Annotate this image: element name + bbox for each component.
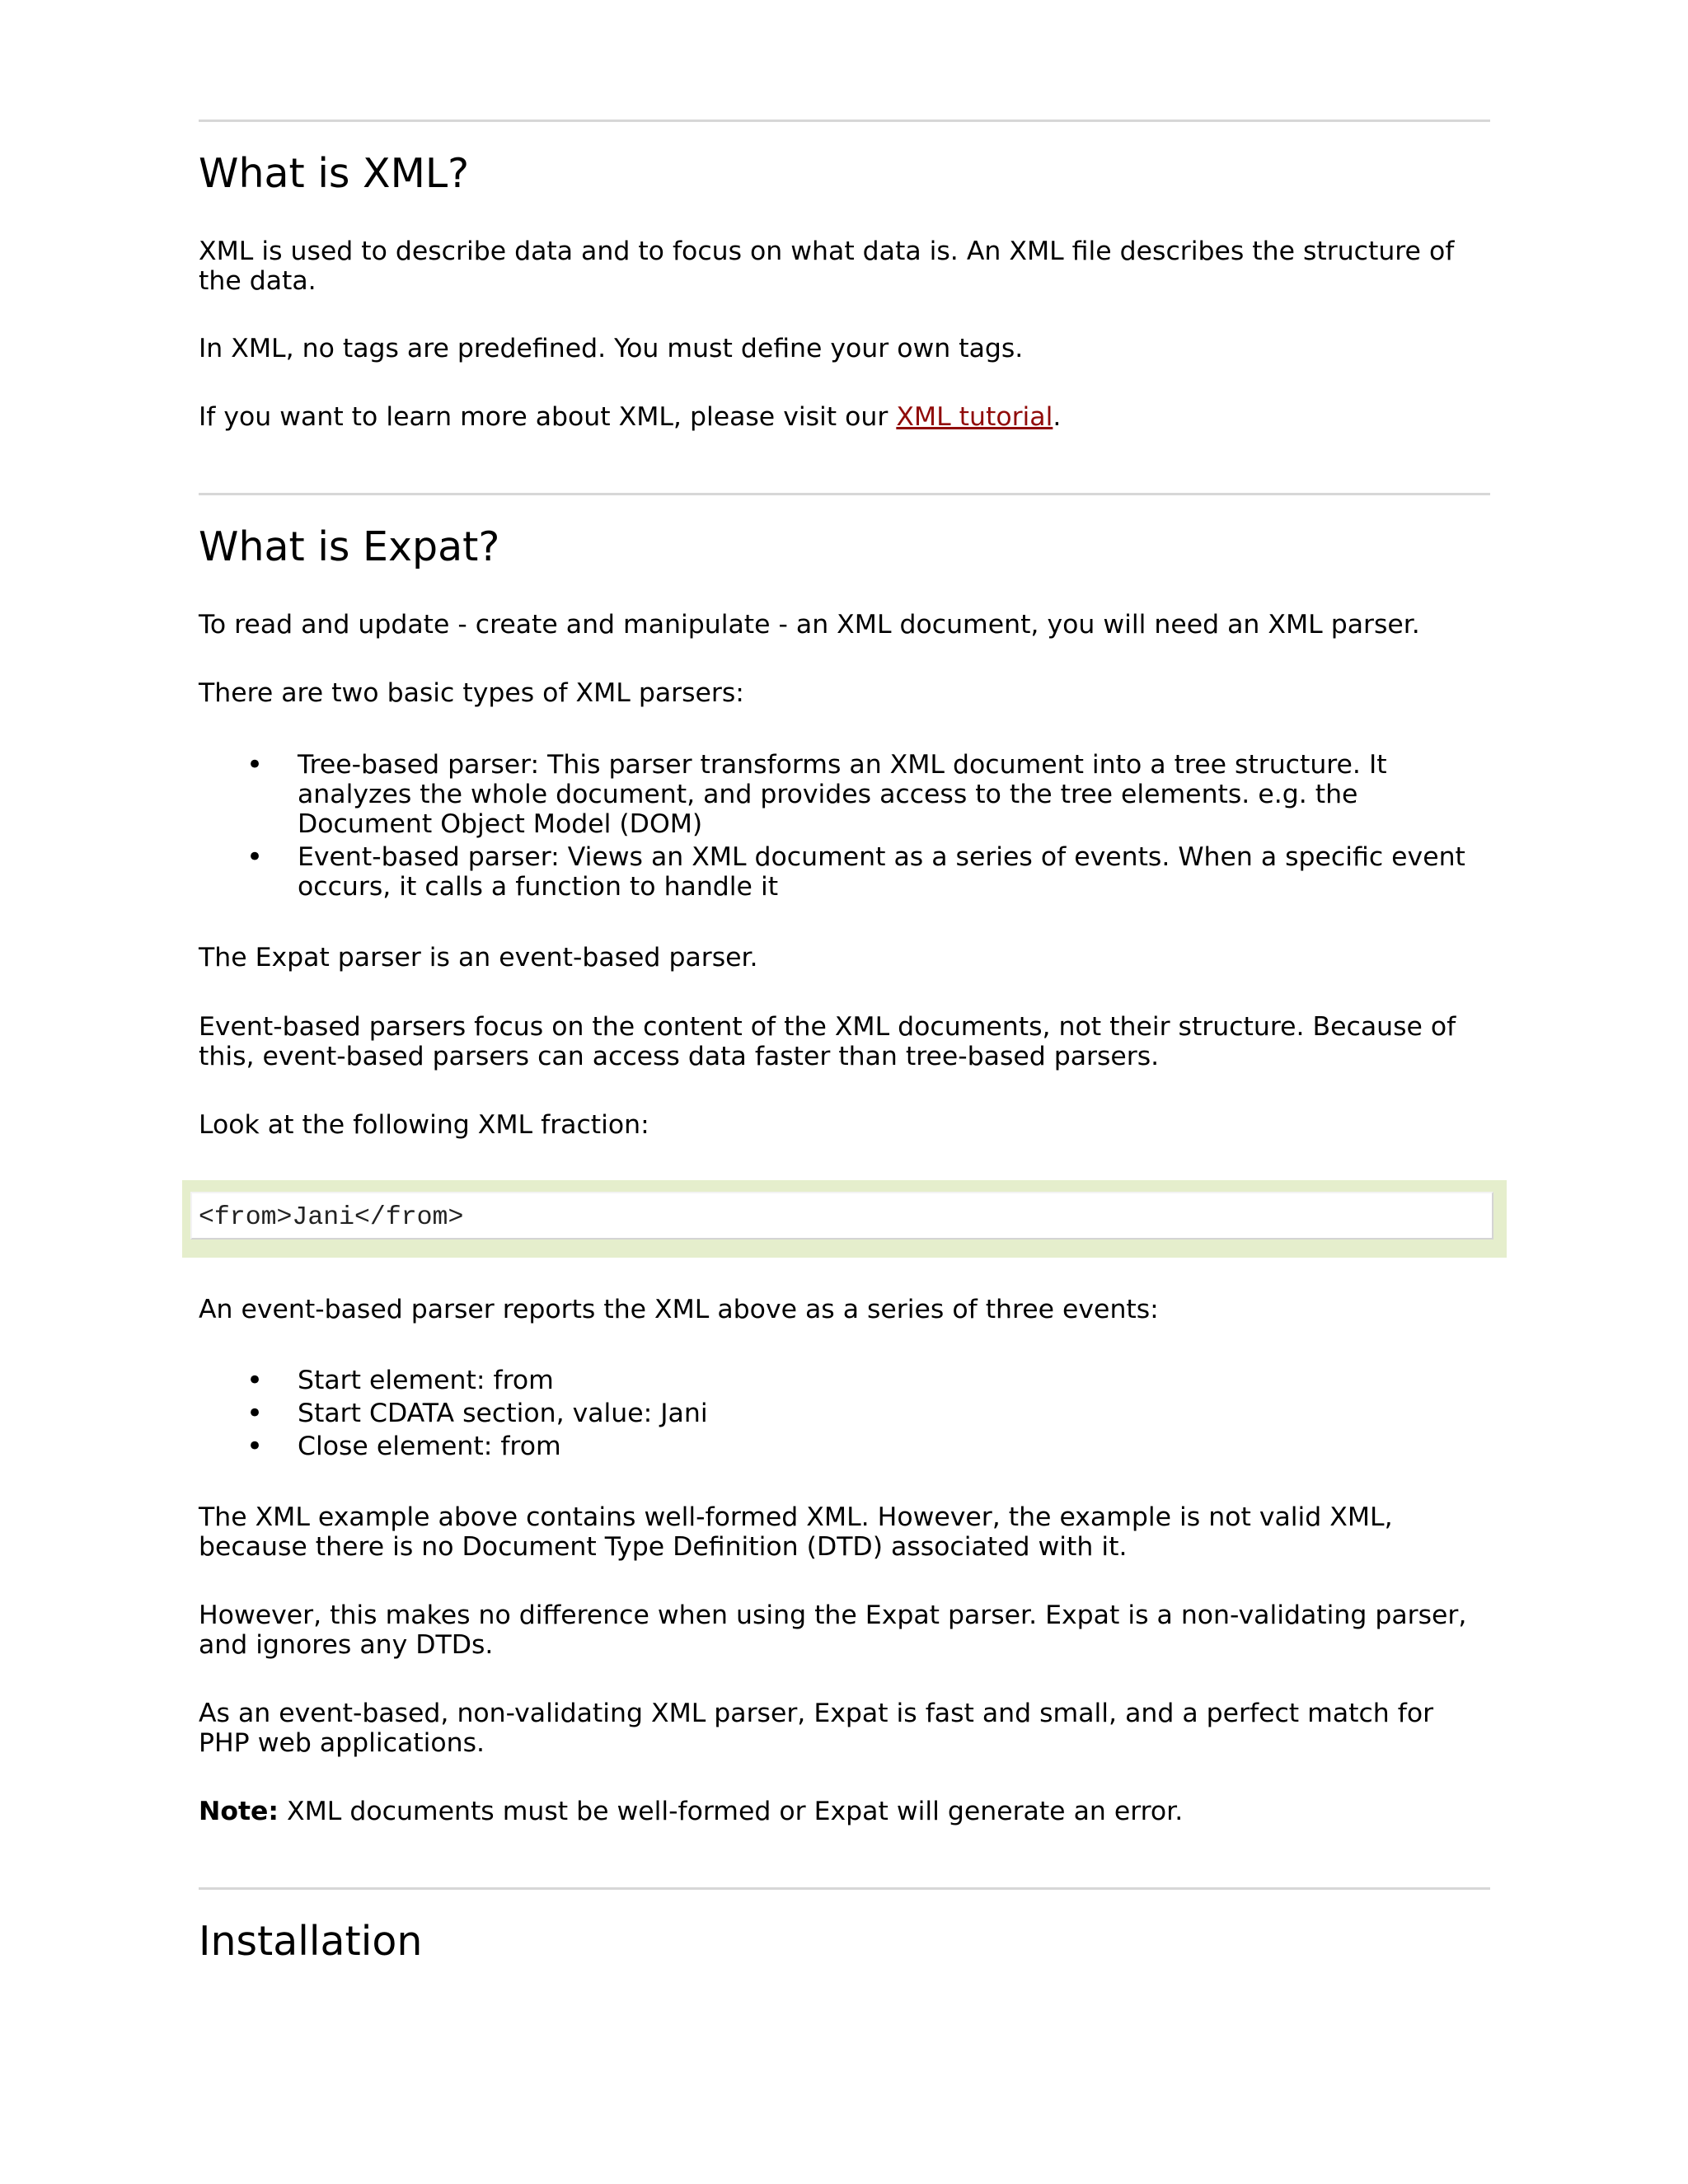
list-item: • Start CDATA section, value: Jani <box>199 1399 1490 1428</box>
xml-paragraph-3-end: . <box>1053 402 1062 432</box>
section-title-installation: Installation <box>199 1918 423 1965</box>
section-title-xml: What is XML? <box>199 150 470 197</box>
expat-paragraph-4: Event-based parsers focus on the content of the XML documents, not their structure. Because of this, event-based parsers can access data faster than tree-based parsers. <box>199 1012 1456 1071</box>
xml-paragraph-3 <box>199 402 1490 432</box>
list-item: • Start element: from <box>199 1366 1490 1395</box>
events-list <box>199 1366 1490 1465</box>
expat-paragraph-3: The Expat parser is an event-based parser. <box>199 943 758 972</box>
note-label: Note: <box>199 1797 279 1826</box>
expat-paragraph-8: However, this makes no difference when using the Expat parser. Expat is a non-validating parser, and ignores any DTDs. <box>199 1601 1467 1660</box>
expat-paragraph-5: Look at the following XML fraction: <box>199 1110 649 1140</box>
expat-paragraph-2: There are two basic types of XML parsers: <box>199 678 744 708</box>
expat-paragraph-7: The XML example above contains well-formed XML. However, the example is not valid XML, because there is no Document Type Definition (DTD) associated with it. <box>199 1502 1393 1562</box>
note-paragraph <box>199 1797 1490 1826</box>
xml-paragraph-2: In XML, no tags are predefined. You must define your own tags. <box>199 334 1024 363</box>
section-title-expat: What is Expat? <box>199 523 500 570</box>
list-item: • Tree-based parser: This parser transforms an XML document into a tree structure. It analyzes the whole document, and provides access to the tree elements. e.g. the Document Object Model (DOM) <box>199 750 1490 839</box>
expat-paragraph-9: As an event-based, non-validating XML parser, Expat is fast and small, and a perfect match for PHP web applications. <box>199 1699 1434 1758</box>
divider <box>199 493 1490 495</box>
xml-paragraph-1: XML is used to describe data and to focus on what data is. An XML file describes the structure of the data. <box>199 237 1455 296</box>
xml-paragraph-3-text: If you want to learn more about XML, please visit our <box>199 402 897 432</box>
xml-tutorial-link[interactable]: XML tutorial <box>896 402 1053 432</box>
note-text: XML documents must be well-formed or Expat will generate an error. <box>279 1797 1184 1826</box>
expat-paragraph-6: An event-based parser reports the XML above as a series of three events: <box>199 1295 1159 1324</box>
parser-types-list <box>199 750 1490 905</box>
list-item: • Close element: from <box>199 1432 1490 1461</box>
list-item: • Event-based parser: Views an XML document as a series of events. When a specific event occurs, it calls a function to handle it <box>199 842 1490 902</box>
code-example-text: <from>Jani</from> <box>199 1203 464 1232</box>
divider <box>199 1887 1490 1890</box>
divider <box>199 120 1490 122</box>
expat-paragraph-1: To read and update - create and manipulate - an XML document, you will need an XML parser. <box>199 610 1420 640</box>
